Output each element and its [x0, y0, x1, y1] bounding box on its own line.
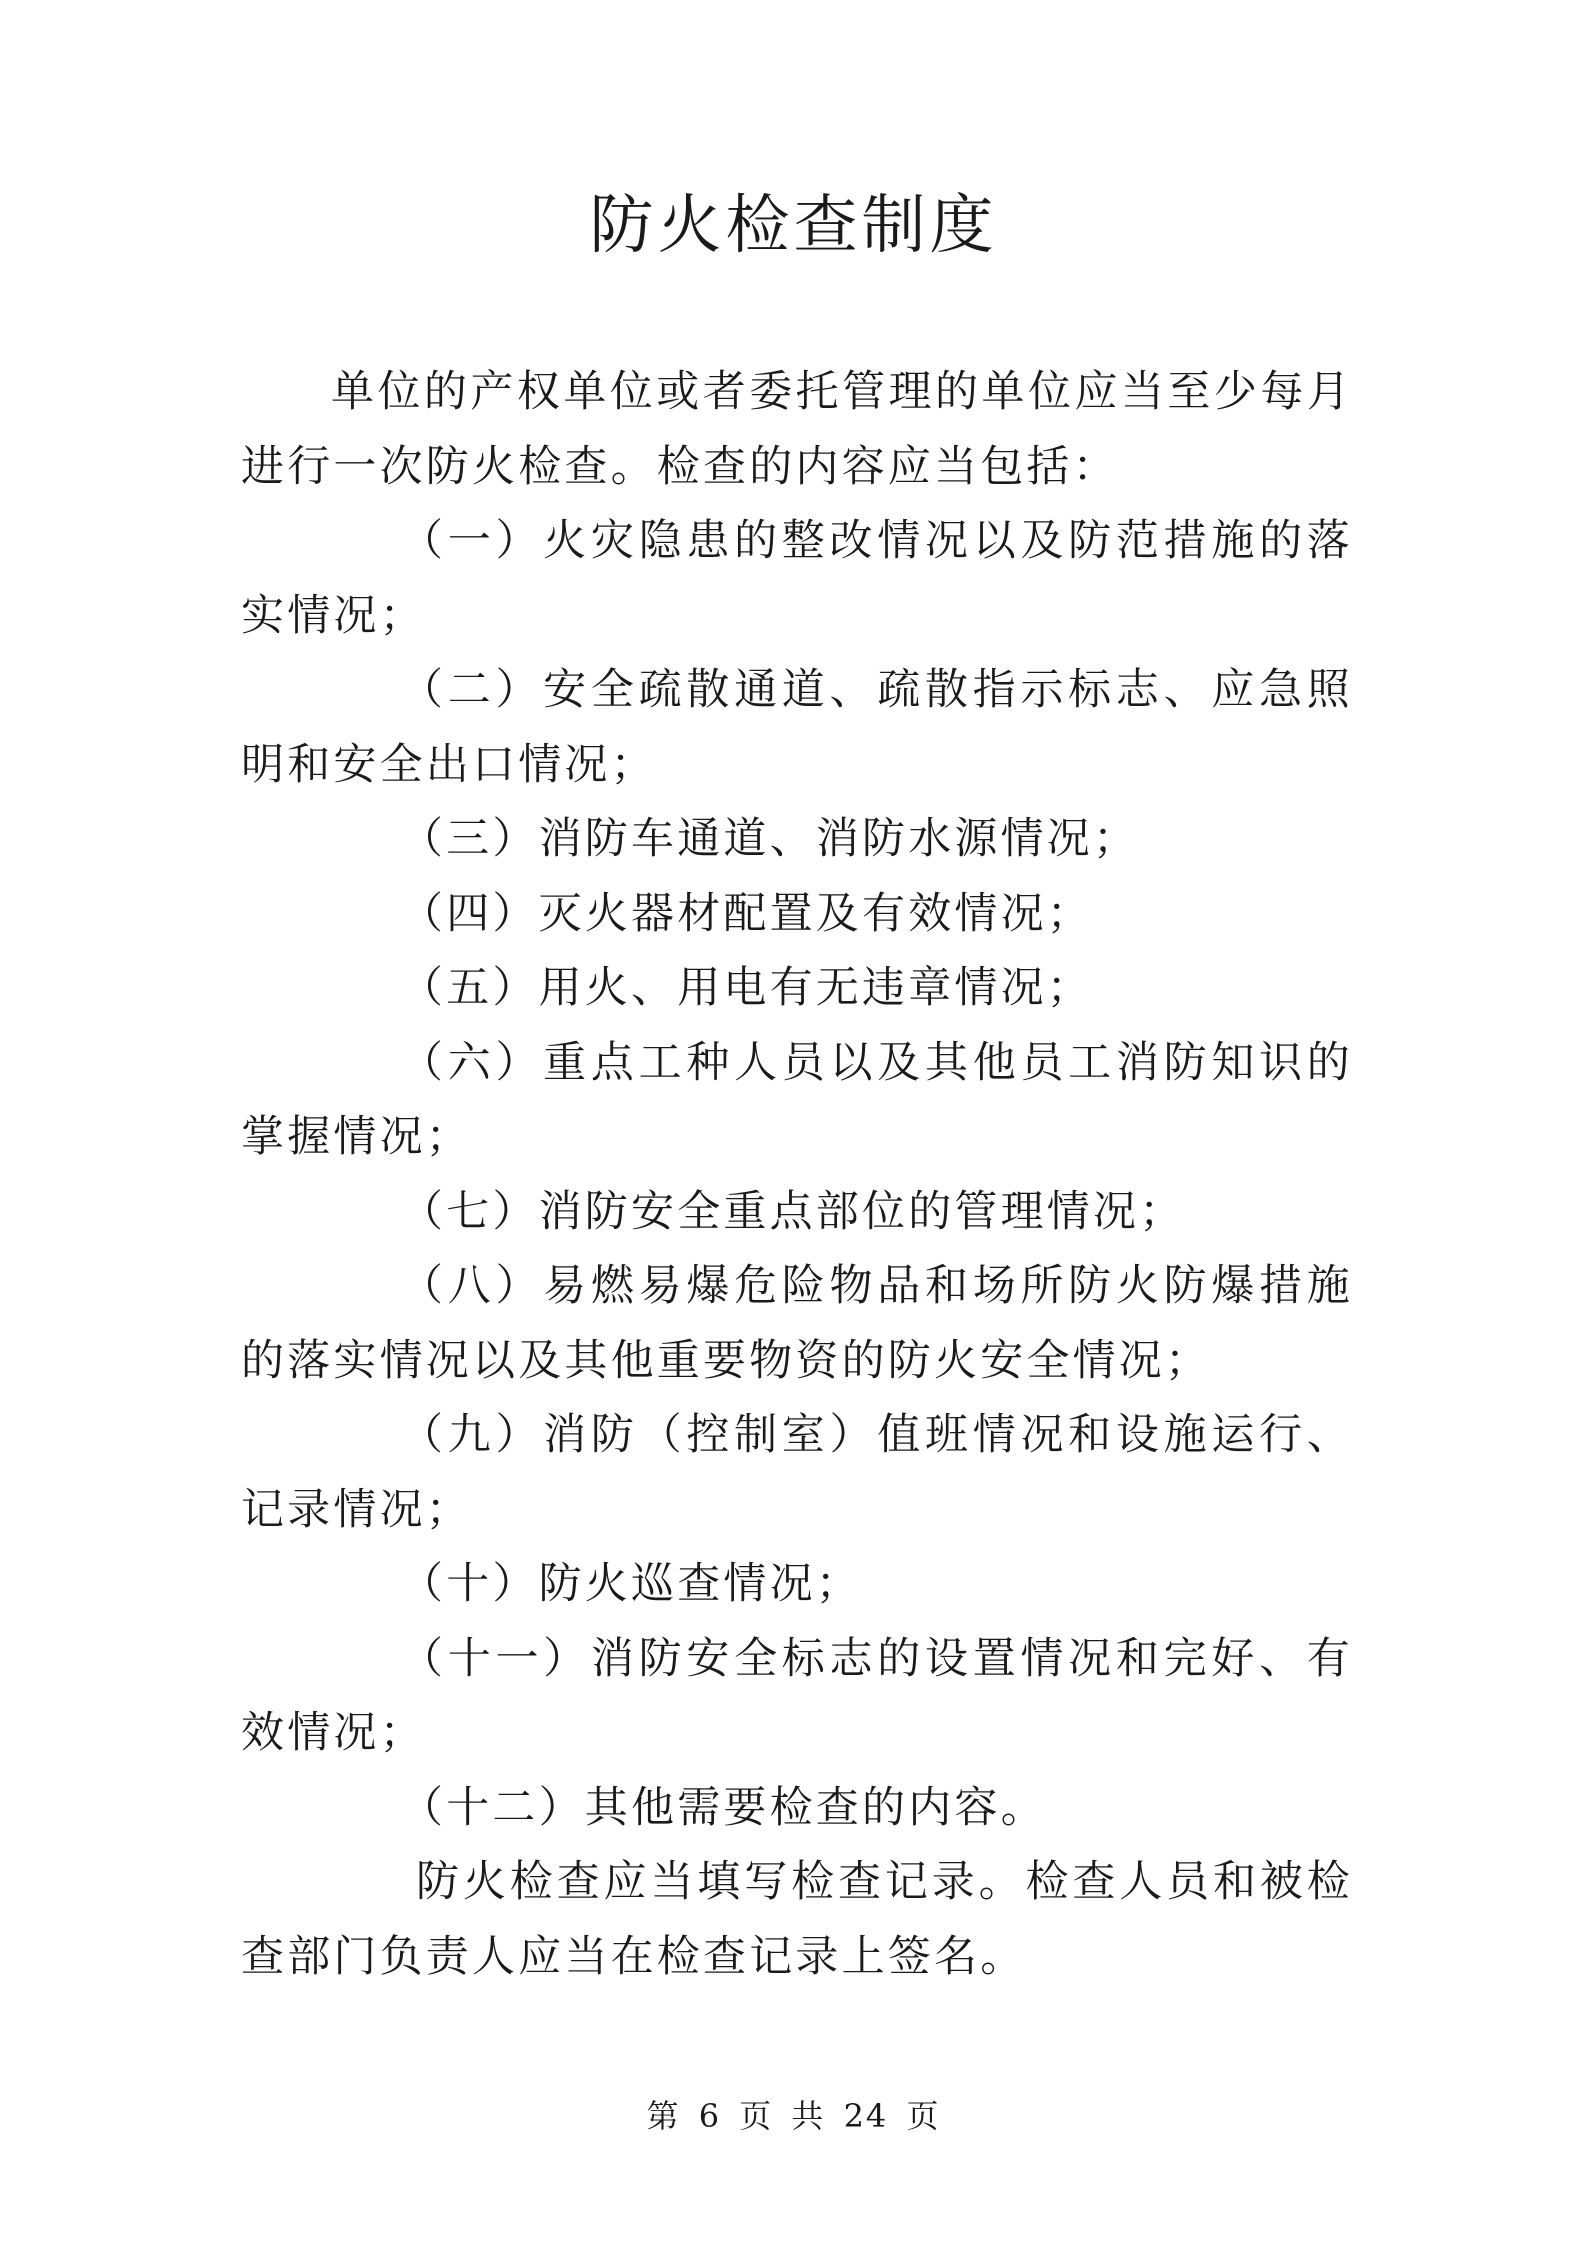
list-item: （四）灭火器材配置及有效情况；: [400, 888, 1093, 939]
list-item: （十二）其他需要检查的内容。: [400, 1782, 1047, 1833]
list-item: （十一）消防安全标志的设置情况和完好、有效情况；: [241, 1633, 1353, 1758]
list-item: （一）火灾隐患的整改情况以及防范措施的落实情况；: [241, 516, 1353, 641]
list-item: （三）消防车通道、消防水源情况；: [400, 814, 1140, 864]
page-number: 第 6 页 共 24 页: [646, 2097, 941, 2135]
list-item: （七）消防安全重点部位的管理情况；: [400, 1186, 1186, 1237]
list-item: （八）易燃易爆危险物品和场所防火防爆措施的落实情况以及其他重要物资的防火安全情况；: [241, 1261, 1353, 1386]
list-item: （十）防火巡查情况；: [400, 1559, 862, 1609]
closing-paragraph: 防火检查应当填写检查记录。检查人员和被检查部门负责人应当在检查记录上签名。: [241, 1857, 1353, 1982]
list-item: （六）重点工种人员以及其他员工消防知识的掌握情况；: [241, 1037, 1353, 1162]
list-item: （九）消防（控制室）值班情况和设施运行、记录情况；: [241, 1410, 1353, 1535]
document-title: 防火检查制度: [589, 189, 998, 263]
intro-paragraph: 单位的产权单位或者委托管理的单位应当至少每月进行一次防火检查。检查的内容应当包括：: [241, 367, 1353, 492]
list-item: （二）安全疏散通道、疏散指示标志、应急照明和安全出口情况；: [241, 665, 1353, 790]
list-item: （五）用火、用电有无违章情况；: [400, 963, 1093, 1013]
document-body: [241, 355, 1353, 1994]
